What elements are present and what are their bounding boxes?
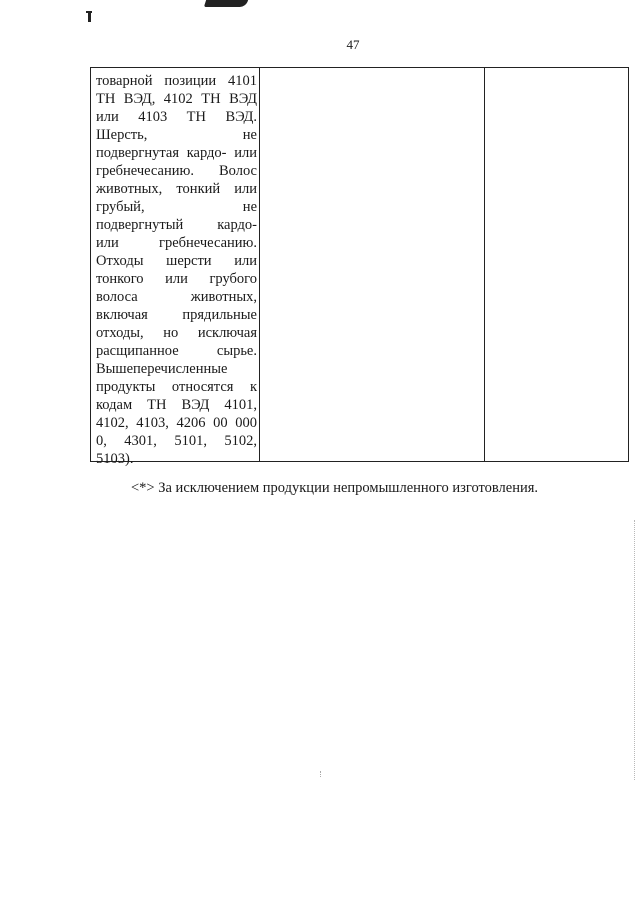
scan-artifact-top bbox=[204, 0, 248, 7]
text-line: расщипанное сырье. bbox=[96, 343, 257, 359]
text-line: Отходы шерсти или bbox=[96, 253, 257, 269]
text-line: подвергнутый кардо- bbox=[96, 217, 257, 233]
table-cell-empty-right bbox=[485, 68, 628, 461]
text-line: тонкого или грубого bbox=[96, 271, 257, 287]
text-line: включая прядильные bbox=[96, 307, 257, 323]
scan-artifact-dot bbox=[320, 771, 322, 777]
text-line: или гребнечесанию. bbox=[96, 235, 257, 251]
page-number: 47 bbox=[346, 37, 360, 52]
text-line: отходы, но исключая bbox=[96, 325, 257, 341]
text-line: 0, 4301, 5101, 5102, bbox=[96, 433, 257, 449]
table-cell-description bbox=[91, 68, 260, 467]
text-line: Шерсть, не bbox=[96, 127, 257, 143]
text-line: волоса животных, bbox=[96, 289, 257, 305]
text-line: животных, тонкий или bbox=[96, 181, 257, 197]
document-table bbox=[90, 67, 629, 467]
text-line: 5103). bbox=[96, 451, 134, 467]
cell-description-text bbox=[96, 72, 257, 468]
text-line: товарной позиции 4101 bbox=[96, 73, 257, 89]
footnote: <*> За исключением продукции непромышленного изготовления. bbox=[131, 480, 539, 496]
scan-artifact-edge bbox=[634, 520, 637, 780]
text-line: ТН ВЭД, 4102 ТН ВЭД bbox=[96, 91, 257, 107]
table-cell-empty-middle bbox=[260, 68, 485, 461]
text-line: продукты относятся к bbox=[96, 379, 257, 395]
text-line: или 4103 ТН ВЭД. bbox=[96, 109, 257, 125]
scan-artifact-left bbox=[88, 11, 91, 22]
text-line: грубый, не bbox=[96, 199, 257, 215]
text-line: Вышеперечисленные bbox=[96, 361, 228, 377]
text-line: гребнечесанию. Волос bbox=[96, 163, 257, 179]
text-line: 4102, 4103, 4206 00 000 bbox=[96, 415, 257, 431]
text-line: подвергнутая кардо- или bbox=[96, 145, 257, 161]
text-line: кодам ТН ВЭД 4101, bbox=[96, 397, 257, 413]
